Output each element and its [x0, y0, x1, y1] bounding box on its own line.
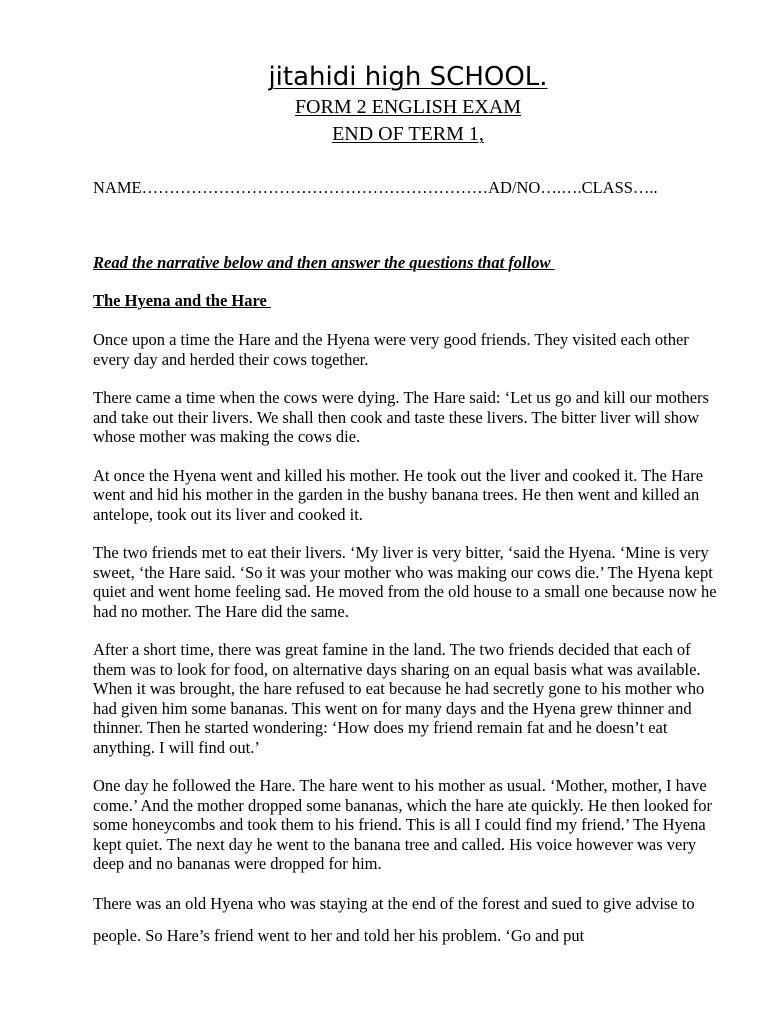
story-paragraph-3: At once the Hyena went and killed his mother. He took out the liver and cooked it. The Hare went and hid his mother in the garden in the bushy banana trees. He then went and killed an antelope, took out its liver and cooked it. [93, 465, 704, 524]
story-paragraph-7: There was an old Hyena who was staying at the end of the forest and sued to give advise to people. So Hare’s friend went to her and told her his problem. ‘Go and put [93, 893, 695, 945]
story-paragraph-6: One day he followed the Hare. The hare went to his mother as usual. ‘Mother, mother, I have come.’ And the mother dropped some bananas, which the hare ate quickly. He then looked for some honeycombs and took them to his friend. This is all I could find my friend.’ The Hyena kept quiet. The next day he went to the banana tree and called. His voice however was very deep and no bananas were dropped for him. [93, 776, 713, 873]
instructions: Read the narrative below and then answer the questions that follow [93, 253, 555, 272]
exam-page [93, 60, 723, 952]
term-title: END OF TERM 1, [332, 123, 484, 145]
story-paragraph-2: There came a time when the cows were dying. The Hare said: ‘Let us go and kill our mothers and take out their livers. We shall then cook and taste these livers. The bitter liver will show whose mother was making the cows die. [93, 388, 709, 446]
story-paragraph-1: Once upon a time the Hare and the Hyena were very good friends. They visited each other every day and herded their cows together. [93, 330, 689, 369]
school-title: jitahidi high SCHOOL. [268, 62, 548, 92]
story-paragraph-4: The two friends met to eat their livers. ‘My liver is very bitter, ‘said the Hyena. ‘Mine is very sweet, ‘the Hare said. ‘So it was your mother who was making our cows die.’ The Hyena kept quiet and went home feeling sad. He moved from the old house to a small one because now he had no mother. The Hare did the same. [93, 543, 717, 621]
exam-title: FORM 2 ENGLISH EXAM [294, 96, 522, 118]
story-paragraph-5: After a short time, there was great famine in the land. The two friends decided that each of them was to look for food, on alternative days sharing on an equal basis what was available. When it was brought, the hare refused to eat because he had secretly gone to his mother who had given him some bananas. This went on for many days and the Hyena grew thinner and thinner. Then he started wondering: ‘How does my friend remain fat and he doesn’t eat anything. I will find out.’ [93, 640, 705, 757]
story-title: The Hyena and the Hare [93, 291, 271, 310]
student-details-line: NAME………………………………………………………AD/NO….….CLASS….. [93, 178, 658, 197]
